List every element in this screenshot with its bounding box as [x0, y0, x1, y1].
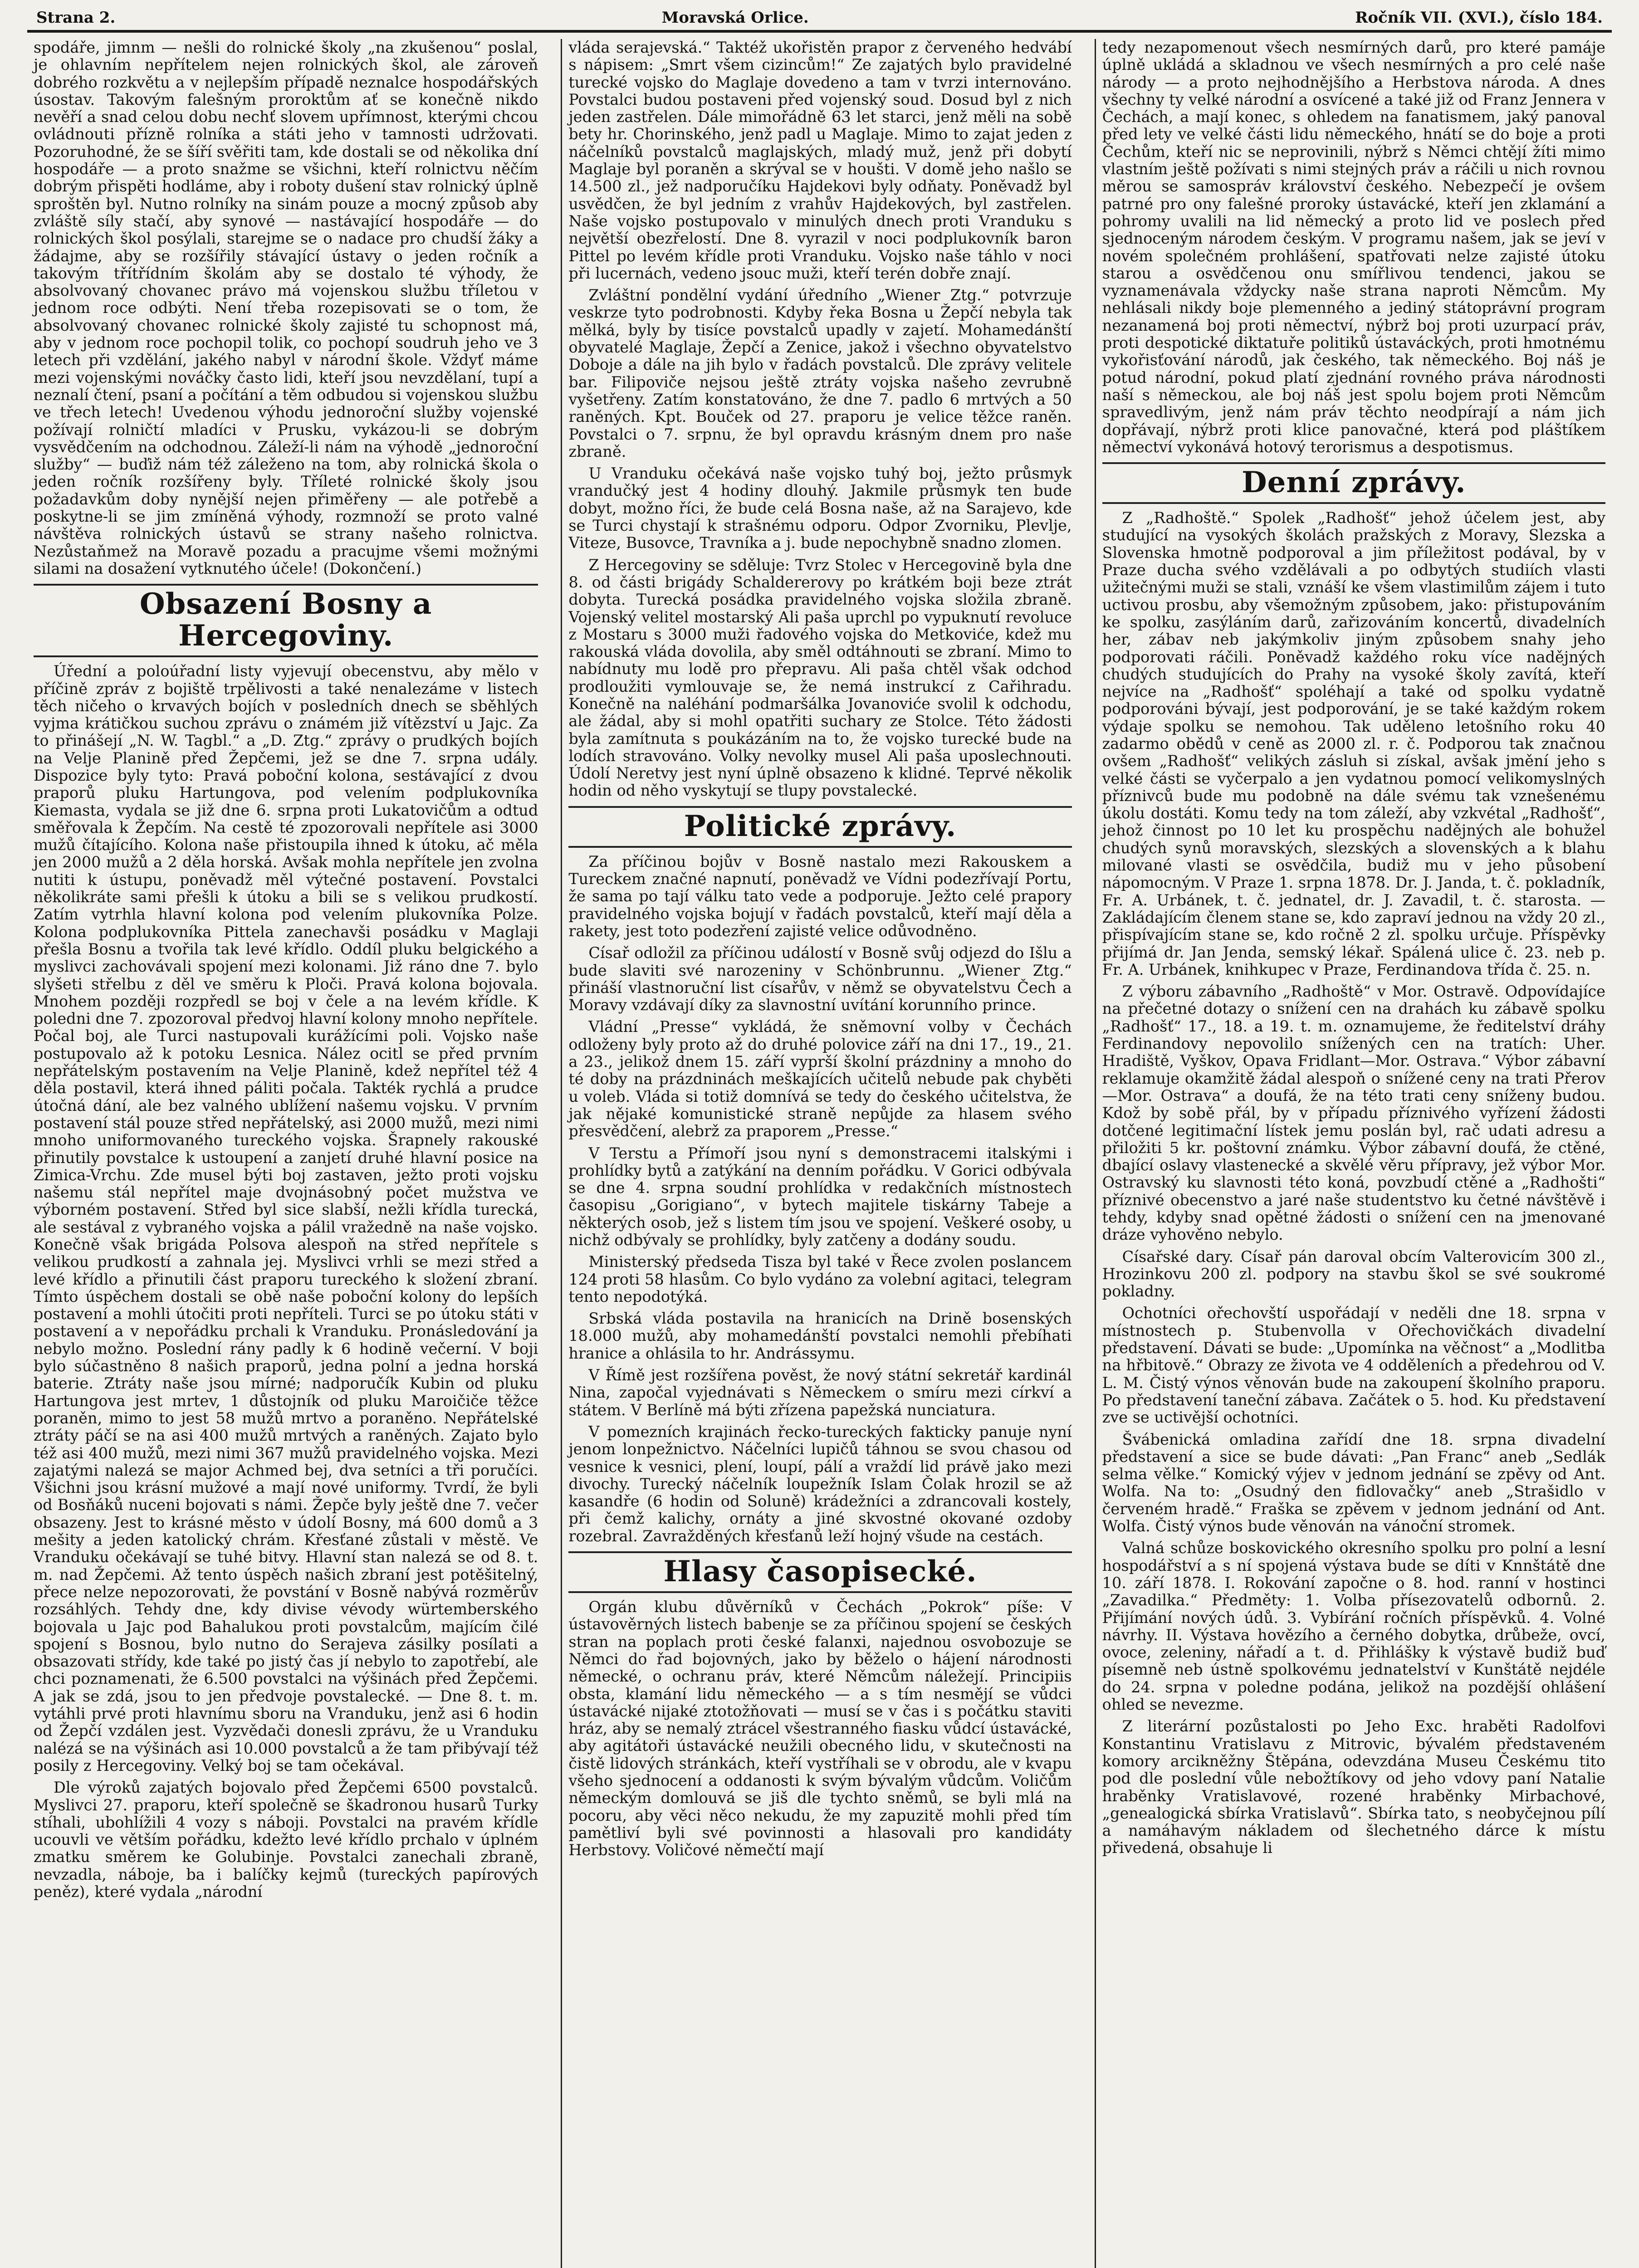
masthead — [27, 8, 1612, 33]
article-text: Ministerský předseda Tisza byl také v Řece zvolen poslancem 124 proti 58 hlasům. Co bylo vydáno za volební agitaci, telegram tento nepodotýká. — [568, 1253, 1072, 1305]
article-text: V Římě jest rozšířena pověst, že nový státní sekretář kardinál Nina, započal vyjednávati s Německem o smíru mezi církví a státem. V Berlíně má býti zřízena papežská nunciatura. — [568, 1366, 1072, 1419]
article-text: Švábenická omladina zařídí dne 18. srpna divadelní představení a sice se bude dávati: „Pan Franc“ aneb „Sedlák selma vělke.“ Komický výjev v jednom jednání se zpěvy od Ant. Wolfa. Na to: „Osudný den fidlovačky“ aneb „Strašidlo v červeném hradě.“ Fraška se zpěvem v jednom jednání od Ant. Wolfa. Čistý výnos bude věnován na vánoční stromek. — [1102, 1430, 1605, 1535]
article-text: V pomezních krajinách řecko-tureckých fakticky panuje nyní jenom lonpežnictvo. Náčelníci lupičů táhnou se svou chasou od vesnice k vesnici, plení, loupí, pálí a vraždí lid právě jako mezi divochy. Turecký náčelník loupežník Islam Čolak hrozil se až kasandře (6 hodin od Soluně) krádežníci a zdrancovali kostely, při čemž kalichy, ornáty a jiné skvostné okované ozdoby rozebral. Zavražděných křesťanů leží hojný všude na cestách. — [568, 1422, 1072, 1545]
article-text: Z literární pozůstalosti po Jeho Exc. hraběti Radolfovi Konstantinu Vratislavu z Mitrovic, bývalém představeném komory arcikněžny Štěpána, odevzdána Museu Českému tito pod dle poslední vůle nebožtíkovy od jeho vdovy paní Natalie hraběnky Vratislavové, rozené hraběnky Mirbachové, „genealogická sbírka Vratislavů“. Sbírka tato, s neobyčejnou pílí a namáhavým nákladem od šlechetného dárce k místu přivedená, obsahuje li — [1102, 1717, 1605, 1857]
article-text: Orgán klubu důvěrníků v Čechách „Pokrok“ píše: V ústavověrných listech babenje se za příčinou spojení se českých stran na poplach proti české falanxi, najednou osvobozuje se Němci do řad bojovných, jako by běželo o hájení národnosti německé, o ochranu práv, které Němcům náležejí. Principiis obsta, klamání lidu německého — a s tím nesmějí se vůdci ústavácké nijaké ztotožňovati — musí se v čas i s počátku staviti hráz, aby se nemalý ztrácel všestranného fiasku vůdcí ústavácké, aby agitátoři ústavácké neužili obecného lidu, v skutečnosti na čistě lidových stránkách, kteří vystříhali se v obrodu, ale v kvapu všeho sjednocení a oddanosti k svým bývalým vůdcům. Voličům německým domlouvá se jiš dle tychto sněmů, se byli mlá na pocoru, aby věci něco nekudu, že my zapuzitě mohli před tím pamětliví byli své povinnosti a hlasovali pro kandidáty Herbstovy. Voličové němečtí mají — [568, 1598, 1072, 1859]
issue-info: Ročník VII. (XVI.), číslo 184. — [1355, 9, 1603, 27]
article-text: Zvláštní pondělní vydání úředního „Wiener Ztg.“ potvrzuje veskrze tyto podrobnosti. Kdyby řeka Bosna u Žepčí nebyla tak mělká, byly by tisíce povstalců upadly v zajetí. Mohamedánští obyvatelé Maglaje, Žepčí a Zenice, jakož i všechno obyvatelstvo Doboje a dále na jih bylo v řadách povstalců. Dle zprávy velitele bar. Filipoviče nejsou ještě ztráty vojska našeho zevrubně vyšetřeny. Zatím konstatováno, že dne 7. padlo 6 mrtvých a 50 raněných. Kpt. Bouček od 27. praporu je velice těžce raněn. Povstalci o 7. srpnu, že byl opravdu krásným dnem pro naše zbraně. — [568, 286, 1072, 460]
section-heading: Hlasy časopisecké. — [568, 1551, 1071, 1593]
section-heading: Obsazení Bosny a Hercegoviny. — [34, 584, 538, 657]
article-text: Z „Radhoště.“ Spolek „Radhošť“ jehož účelem jest, aby studující na vysokých školách pražských z Moravy, Slezska a Slovenska hmotně podporoval a jim příležitost podával, by v Praze ducha svého vzdělávali a po odbytých studiích vlasti užitečnými muži se stali, vznáší ke všem vlastimilům zájem i tuto uctivou prosbu, aby všemožným způsobem, jako: přistupováním ke spolku, zasýláním darů, zařizováním koncertů, divadelních her, zábav neb jakýmkoliv jiným způsobem snahy jeho podporovati ráčili. Poněvadž každého roku více nadějných chudých studujících do Prahy na vysoké školy zavítá, kteří nejvíce na „Radhošť“ spoléhají a také od spolku vydatně podporováni bývají, jest podporování, je se také každým rokem výdaje spolku se nemohou. Tak uděleno letošního roku 40 zadarmo obědů v ceně as 2000 zl. r. č. Podporou tak značnou ovšem „Radhošť“ velikých zásluh si získal, avšak jmění jeho s velké části se vyčerpalo a jen vydatnou pomocí velikomyslných příznivců bude mu podobně na dále svému tak vznešenému úkolu dostáti. Komu tedy na tom záleží, aby vzkvétal „Radhošť“, jehož činnost po 10 let ku prospěchu nadějných ale bohužel chudých synů moravských, slezských a slovenských a k blahu milované vlasti se osvědčila, budiž mu v jeho působení nápomocným. V Praze 1. srpna 1878. Dr. J. Janda, t. č. pokladník, Fr. A. Urbánek, t. č. jednatel, dr. J. Zavadil, t. č. starosta. — Zakládajícím členem stane se, kdo zapraví jednou na vždy 20 zl., přispívajícím stane se, kdo ročně 2 zl. spolku určuje. Příspěvky přijímá dr. Jan Jenda, semský lékař. Spálená ulice č. 23. neb p. Fr. A. Urbánek, knihkupec v Praze, Ferdinandova třída č. 25. n. — [1102, 509, 1605, 978]
article-text: Císařské dary. Císař pán daroval obcím Valterovicím 300 zl., Hrozinkovu 200 zl. podpory na stavbu škol se své soukromé pokladny. — [1102, 1247, 1605, 1300]
article-text: tedy nezapomenout všech nesmírných darů, pro které pamáje úplně ukládá a skladnou ve všech nesmírných a pro celé naše národy — a proto nejhodnějšího a Herbstova národa. A dnes všechny ty velké národní a osvícené a také již od Franz Jennera v Čechách, a mají konec, s ohledem na fanatismem, jaký panoval před lety ve velké části lidu německého, hnátí se do boje a proti Čechům, kteří nic se neprovinili, nýbrž s Němci chtějí žíti mimo vlastním ještě požívati s nimi stejných práv a ráčili u nich rovnou měrou se samospráv království českého. Nebezpečí je ovšem patrné pro ony falešné proroky ústavácké, kteří jen zklamání a pohromy uvalili na lid německý a proto lid ve poslech před sjednoceným národem českým. V programu našem, jak se jeví v novém společném prohlášení, spatřovati nelze zajisté útoku starou a osvědčenou onu smířlivou tendenci, jakou se vyznamenávala vždycky naše strana naproti Němcům. My nehlásali nikdy boje plemenného a jediný státoprávní program nezanamená boj proti němectví, nýbrž boj proti uzurpací práv, proti despotické diktatuře politiků ústaváckých, proti hmotnému vykořisťování národů, jak českého, tak německého. Boj náš je potud národní, pokud platí zjednání rovného práva národnosti naší s německou, ale boj náš jest spolu bojem proti Němcům spravedlivým, jenž nám práv těchto neodpírají a nám jich dopřávají, nýbrž proti klice panovačné, která pod pláštíkem němectví vykonává hotový terorismus a despotismus. — [1102, 39, 1605, 456]
article-text: V Terstu a Přímoří jsou nyní s demonstracemi italskými i prohlídky bytů a zatýkání na denním pořádku. V Gorici odbývala se dne 4. srpna soudní prohlídka v redakčních místnostech časopisu „Gorigiano“, v bytech majitele tiskárny Tabeje a některých osob, jež s listem tím jsou ve spojení. Veškeré osoby, u nichž odbývaly se prohlídky, byly zatčeny a dodány soudu. — [568, 1144, 1072, 1249]
column-2 — [561, 39, 1078, 2268]
section-heading: Denní zprávy. — [1102, 462, 1605, 504]
article-text: Dle výroků zajatých bojovalo před Žepčemi 6500 povstalců. Myslivci 27. praporu, kteří společně se škadronou husarů Turky stíhali, ubohlížili 4 vozy s náboji. Povstalci na pravém křídle ucouvli ve větším pořádku, kdežto levé křídlo prchalo v úplném zmatku směrem ke Golubinje. Povstalci zanechali zbraně, nevzadla, náboje, ba i balíčky kejmů (tureckých papírových peněz), které vydala „národní — [34, 1779, 538, 1901]
column-1 — [27, 39, 544, 2268]
newspaper-title: Moravská Orlice. — [661, 9, 809, 27]
article-text: Srbská vláda postavila na hranicích na Drině bosenských 18.000 mužů, aby mohamedánští povstalci nemohli přebíhati hranice a ohlásila to hr. Andrássymu. — [568, 1310, 1072, 1362]
article-text: Z Hercegoviny se sděluje: Tvrz Stolec v Hercegovině byla dne 8. od části brigády Schaldererovy po krátkém boji beze ztrát dobyta. Turecká posádka pravidelného vojska složila zbraně. Vojenský velitel mostarský Ali paša uprchl po vypuknutí revoluce z Mostaru s 3000 muži řadového vojska do Metkoviće, kdež mu rakouská vláda dovolila, aby směl odtáhnouti se zbraní. Mimo to nabídnuty mu lodě pro přepravu. Ali paša chtěl však odchod prodloužiti vymlouvaje se, že nemá instrukcí z Cařihradu. Konečně na naléhání podmaršálka Jovanoviće svolil k odchodu, ale žádal, aby si mohl opatřiti suchary ze Stolce. Této žádosti byla zamítnuta s poukázáním na to, že vojsko turecké bude na lodích stravováno. Volky nevolky musel Ali paša uposlechnouti. Údolí Neretvy jest nyní úplně obsazeno k klidné. Teprvé několik hodin od něho vyskytují se tlupy povstalecké. — [568, 556, 1072, 800]
article-text: Ochotníci ořechovští uspořádají v neděli dne 18. srpna v místnostech p. Stubenvolla v Ořechovičkách divadelní představení. Dávati se bude: „Upomínka na věčnost“ a „Modlitba na hřbitově.“ Obrazy ze života ve 4 odděleních a předehrou od V. L. M. Čistý výnos věnován bude na zakoupení školního praporu. Po představení taneční zábava. Začátek o 5. hod. Ku představení zve se uctivější ochotníci. — [1102, 1304, 1605, 1427]
page-number: Strana 2. — [36, 9, 116, 27]
article-text: Císař odložil za příčinou událostí v Bosně svůj odjezd do Išlu a bude slaviti své narozeniny v Schönbrunnu. „Wiener Ztg.“ přináší vlastnoruční list císařův, v němž se obyvatelstvu Čech a Moravy vzdávají díky za slavnostní uvítání korunního prince. — [568, 944, 1072, 1014]
article-text: spodáře, jimnm — nešli do rolnické školy „na zkušenou“ poslal, je ohlavním nepřítelem nejen rolnických škol, ale zároveň dobrého rozkvětu a v nejlepším případě neznalce hospodářských úsostav. Takovým falešným proroktům ať se konečně nikdo nevěří a snad celou dobu nechť slovem upřímnost, kterými chcou ovládnouti přízně rolníka a státi jeho v tamnosti udržovati. Pozoruhodné, že se šíří svěřiti tam, kde dostali se od několika dní hospodáře — a proto snažme se všichni, kteří rolnictvu něčím dobrým přispěti hodláme, aby i roboty dušení stav rolnický úplně sproštěn byl. Nutno rolníky na sinám pouze a mocný způsob aby zvláště síly stačí, aby synové — nastávající hospodáře — do rolnických škol posýlali, starejme se o nadace pro chudší žáky a žádajme, aby se rozšířily stávající ústavy o jeden ročník a takovým třítřídním školám aby se dostalo té výhody, že absolvovaný chovanec právo má vojenskou službu tříletou v jednom roce odbýti. Není třeba rozepisovati se o tom, že absolvovaný chovanec rolnické školy zajisté tu schopnost má, aby v jednom roce pochopil tolik, co pochopí soudruh jeho ve 3 letech při vzdělání, jakého nabyl v národní škole. Vždyť máme mezi vojenskými nováčky často lidi, kteří jsou nevzdělaní, tupí a neznalí čtení, psaní a počítání a těm odbudou si vojenskou službu ve třech letech! Uvedenou výhodu jednoroční služby vojenské požívají rolničtí mladíci v Prusku, vykázou-li se dobrým vysvědčením na odchodnou. Záleží-li nám na výhodě „jednoroční služby“ — buďiž nám též záleženo na tom, aby rolnická škola o jeden ročník rozšířeny byly. Tříleté rolnické školy jsou požadavkům doby nynější nejen přiměřeny — ale potřebě a poskytne-li se jim zmíněná výhody, rozmnoží se proto valné návštěva rolnických ústavů se strany našeho rolnictva. Nezůstaňmež na Moravě pozadu a pracujme všemi možnými silami na dosažení vytknutého účele! (Dokončení.) — [34, 39, 538, 577]
article-text: Z výboru zábavního „Radhoště“ v Mor. Ostravě. Odpovídajíce na přečetné dotazy o snížení cen na drahách ku zábavě spolku „Radhošť“ 17., 18. a 19. t. m. oznamujeme, že ředitelství dráhy Ferdinandovy nepovolilo snížených cen na tratích: Uher. Hradiště, Vyškov, Opava Fridlant—Mor. Ostrava.“ Výbor zábavní reklamuje okamžitě žádal alespoň o snížené ceny na trati Přerov—Mor. Ostrava“ a doufá, že na této trati ceny sníženy budou. Kdož by sobě přál, by v případu příznivého vyřízení žádosti dotčené legitimační lístek jemu poslán byl, rač udati adresu a přiložiti 5 kr. poštovní známku. Výbor zábavní doufá, že ctěné, dbající oslavy vlastenecké a skvělé věru přípravy, jež výbor Mor. Ostravský ku slavnosti této koná, povzbudí ctěné a „Radhošti“ příznivé obecenstvo a jaré naše studentstvo ku četné návštěvě i tehdy, kdyby snad opětné žádosti o snížení cen na jmenované dráze vyhověno nebylo. — [1102, 982, 1605, 1244]
article-text: Valná schůze boskovického okresního spolku pro polní a lesní hospodářství a s ní spojená výstava bude se díti v Knnštátě dne 10. září 1878. I. Rokování započne o 8. hod. ranní v hostinci „Zavadilka.“ Předměty: 1. Volba přísezovatelů odbornů. 2. Přijímání nových údů. 3. Vybírání ročních příspěvků. 4. Volné návrhy. II. Výstava hovězího a černého dobytka, drůbeže, ovcí, ovoce, zeleniny, nářadí a t. d. Přihlášky k výstavě budiž buď písemně neb ústně spolkovému jednatelství v Kunštátě nejdéle do 24. srpna v poledne podána, jelikož na pozdější ohlášení ohled se nevezme. — [1102, 1539, 1605, 1714]
article-text: U Vranduku očekává naše vojsko tuhý boj, ježto průsmyk vrandučký jest 4 hodiny dlouhý. Jakmile průsmyk ten bude dobyt, možno říci, že bude celá Bosna naše, až na Sarajevo, kde se Turci chystají k strašnému odporu. Odpor Zvorniku, Plevlje, Viteze, Busovce, Travníka a j. bude nepochybně snadno zlomen. — [568, 464, 1072, 552]
article-text: Úřední a poloúřadní listy vyjevují obecenstvu, aby mělo v příčině zpráv z bojiště trpělivosti a také nenalezáme v listech těch ničeho o krvavých bojích v posledních dnech se sběhlých vyjma krátičkou suchou zprávu o známém již vítězství u Jajc. Za to přinášejí „N. W. Tagbl.“ a „D. Ztg.“ zprávy o prudkých bojích na Velje Planině před Žepčemi, jež se dne 7. srpna udály. Dispozice byly tyto: Pravá poboční kolona, sestávající z dvou praporů pluku Hartungova, pod velením podplukovníka Kiemasta, vydala se již dne 6. srpna proti Lukatovičům a odtud směřovala k Žepčím. Na cestě té zpozorovali nepřítele asi 3000 mužů čítajícího. Kolona naše přistoupila ihned k útoku, ač měla jen 2000 mužů a 2 děla horská. Avšak mohla nepřítele jen zvolna nutiti k ústupu, poněvadž měl výtečné postavení. Povstalci několikráte sami přešli k útoku a bili se s velikou prudkostí. Zatím vytrhla hlavní kolona pod velením plukovníka Polze. Kolona podplukovníka Pittela zanechavši posádku v Maglaji přešla Bosnu a tvořila tak levé křídlo. Oddíl pluku belgického a myslivci zachovávali spojení mezi kolonami. Již ráno dne 7. bylo slyšeti střelbu z děl ve směru k Ploči. Pravá kolona bojovala. Mnohem později rozpředl se boj v čele a na levém křídle. K poledni dne 7. zpozoroval předvoj hlavní kolony mnoho nepřítele. Počal boj, ale Turci nastupovali kurážícími poli. Vojsko naše postupovalo až k potoku Lesnica. Nález ocitl se před prvním nepřátelským postavením na Velje Planině, kdež nepřítel též 4 děla postavil, která ihned páliti počala. Takték rychlá a prudce útočná dání, ale bez valného ublížení našemu vojsku. V prvním postavení stál pouze střed nepřátelský, asi 2000 mužů, mezi nimi mnoho uniformovaného tureckého vojska. Šrapnely rakouské přinutily povstalce k ustoupení a zanjetí druhé hlavní posice na Zimica-Vrchu. Zde musel býti boj zastaven, ježto proti vojsku našemu stál nepřítel maje dvojnásobný počet mužstva ve výborném postavení. Střed byl sice slabší, nežli křídla turecká, ale sestával z vybraného vojska a pálil vražedně na naše vojsko. Konečně však brigáda Polsova alespoň na střed nepřítele s velikou prudkostí a zahnala jej. Myslivci vrhli se mezi střed a levé křídlo a přinutili část praporu tureckého k složení zbraní. Tímto úspěchem dostali se obě naše poboční kolony do lepších postavení a mohli útočiti proti nepříteli. Turci se po útoku státi v postavení a v nepořádku prchali k Vranduku. Pronásledování ja nebylo možno. Poslední rány padly k 6 hodině večerní. V boji bylo súčastněno 8 našich praporů, jedna polní a jedna horská baterie. Ztráty naše jsou mírné; nadporučík Kubin od pluku Hartungova jest mrtev, 1 důstojník od pluku Maroičiče těžce poraněn, mimo to jest 58 mužů mrtvo a poraněno. Nepřátelské ztráty páčí se na asi 400 mužů mrtvých a raněných. Zajato bylo též asi 400 mužů, mezi nimi 367 mužů pravidelného vojska. Mezi zajatými nalezá se major Achmed bej, dva setníci a tři poručíci. Všichni jsou krásní mužové a mají nové uniformy. Tvrdí, že byli od Bosňáků nuceni bojovati s námi. Žepče byly ještě dne 7. večer obsazeny. Jest to krásné město v údolí Bosny, má 600 domů a 3 mešity a jeden katolický chrám. Křesťané zůstali v městě. Ve Vranduku očekávají se tuhé bitvy. Hlavní stan nalezá se od 8. t. m. nad Žepčemi. Až tento úspěch našich zbraní jest potěšitelný, přece nelze nepozorovati, že povstání v Bosně nabývá rozměrův rozsáhlých. Tehdy dne, kdy divise vévody würtemberského bojovala u Jajc pod Bahalukou proti povstalcům, majícím čilé spojení s Bosnou, bylo nutno do Serajeva zásilky posílati a obsazovati střídy, kde také po jistý čas jí nebylo to zapotřebí, ale chci poznamenati, že 6.500 povstalci na výšinách před Žepčemi. A jak se zdá, jsou to jen předvoje povstalecké. — Dne 8. t. m. vytáhli prvé proti hlavnímu sboru na Vranduku, jenž asi 6 hodin od Žepčí vzdálen jest. Vyzvědači donesli zprávu, že u Vranduku nalézá se na výšinách asi 10.000 povstalců a že tam přibývají též posily z Hercegoviny. Velký boj se tam očekával. — [34, 662, 538, 1774]
article-text: Vládní „Presse“ vykládá, že sněmovní volby v Čechách odloženy byly proto až do druhé polovice září na dni 17., 19., 21. a 23., jelikož dnem 15. září vyprší školní prázdniny a mnoho do té doby na prázdninách meškajících učitelů nebude pak chyběti u voleb. Vláda si totiž domnívá se tedy do českého učitelstva, že jak nějaké komunistické straně nepůjde za hlasem svého přesvědčení, alebrž za praporem „Presse.“ — [568, 1018, 1072, 1140]
article-columns — [27, 39, 1612, 2268]
section-heading: Politické zprávy. — [568, 806, 1071, 848]
column-3 — [1095, 39, 1612, 2268]
article-text: Za příčinou bojův v Bosně nastalo mezi Rakouskem a Tureckem značné napnutí, poněvadž ve Vídni podezřívají Portu, že sama po tají válku tato vede a podporuje. Ježto celé prapory pravidelného vojska bojují v řadách povstalců, kteří mají děla a rakety, jest toto podezření zajisté velice odůvodněno. — [568, 852, 1072, 940]
article-text: vláda serajevská.“ Taktéž ukořistěn prapor z červeného hedvábí s nápisem: „Smrt všem cizincům!“ Ze zajatých bylo pravidelné turecké vojsko do Maglaje dovedeno a tam v tvrzi internováno. Povstalci budou postaveni před vojenský soud. Dosud byl z nich jeden zastřelen. Dále mimořádně 63 let starci, jenž měli na sobě bety hr. Chorinského, jenž padl u Maglaje. Mimo to zajat jeden z náčelníků povstalců maglajských, mladý muž, jenž při dobytí Maglaje byl poraněn a skrýval se v houšti. V domě jeho našlo se 14.500 zl., jež nadporučíku Hajdekovi byly odňaty. Poněvadž byl usvědčen, že byl jedním z vrahův Hajdekových, byl zastřelen. Naše vojsko postupovalo v minulých dnech proti Vranduku s největší obezřelostí. Dne 8. vyrazil v noci podplukovník baron Pittel po levém křídle proti Vranduku. Vojsko naše táhlo v noci při lucernách, vedeno jsouc muži, kteří terén dobře znají. — [568, 39, 1072, 282]
